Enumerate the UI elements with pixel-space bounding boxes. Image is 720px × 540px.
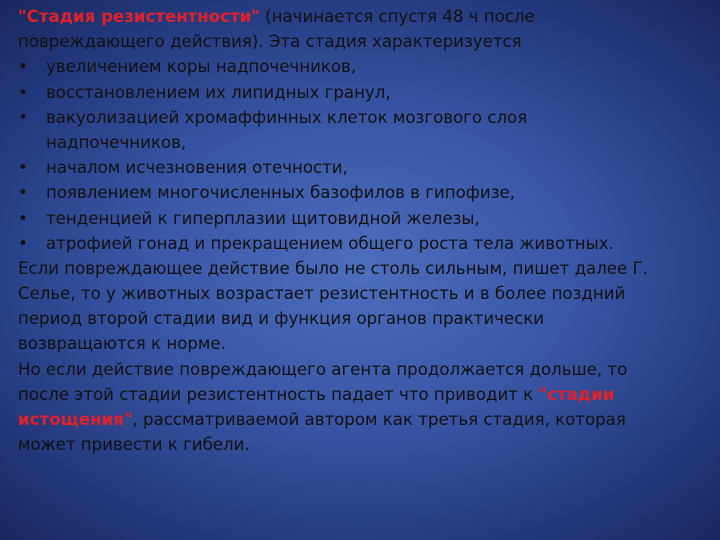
bullet-icon: • — [18, 57, 28, 77]
list-item: • восстановлением их липидных гранул, — [18, 80, 708, 105]
intro-line-2: повреждающего действия). Эта стадия характеризуется — [18, 32, 522, 52]
paragraph-line: после этой стадии резистентность падает что приводит к "стадии — [18, 384, 615, 404]
paragraph-selye — [18, 256, 708, 357]
paragraph-line: период второй стадии вид и функция органов практически — [18, 309, 545, 329]
list-item: • атрофией гонад и прекращением общего роста тела животных. — [18, 231, 708, 256]
list-item: • тенденцией к гиперплазии щитовидной железы, — [18, 206, 708, 231]
list-item: • началом исчезновения отечности, — [18, 155, 708, 180]
list-item: • увеличением коры надпочечников, — [18, 54, 708, 79]
exhaustion-stage-term-start: "стадии — [538, 384, 615, 404]
bullet-icon: • — [18, 208, 28, 228]
bullet-icon: • — [18, 82, 28, 102]
list-item: • вакуолизацией хромаффинных клеток мозгового слоя — [18, 105, 708, 130]
list-item: • появлением многочисленных базофилов в гипофизе, — [18, 180, 708, 205]
bullet-icon: • — [18, 107, 28, 127]
intro-line-1 — [18, 4, 708, 29]
bullet-icon: • — [18, 183, 28, 203]
bullet-list — [18, 54, 708, 256]
exhaustion-stage-term-end: истощения" — [18, 410, 133, 429]
bullet-icon: • — [18, 233, 28, 253]
paragraph-line: Если повреждающее действие было не столь сильным, пишет далее Г. — [18, 258, 648, 278]
paragraph-line: может привести к гибели. — [18, 435, 250, 455]
slide-text-body — [18, 4, 708, 457]
paragraph-line: Но если действие повреждающего агента продолжается дольше, то — [18, 359, 628, 379]
paragraph-line: Селье, то у животных возрастает резистентность и в более поздний — [18, 284, 626, 304]
bullet-icon: • — [18, 158, 28, 178]
paragraph-line: возвращаются к норме. — [18, 334, 226, 354]
list-item-continuation: надпочечников, — [46, 132, 187, 152]
paragraph-exhaustion — [18, 357, 708, 458]
paragraph-line: истощения", рассматриваемой автором как третья стадия, которая — [18, 410, 626, 429]
intro-line-1-rest: (начинается спустя 48 ч после — [259, 7, 535, 26]
resistance-stage-term: "Стадия резистентности" — [18, 7, 260, 26]
